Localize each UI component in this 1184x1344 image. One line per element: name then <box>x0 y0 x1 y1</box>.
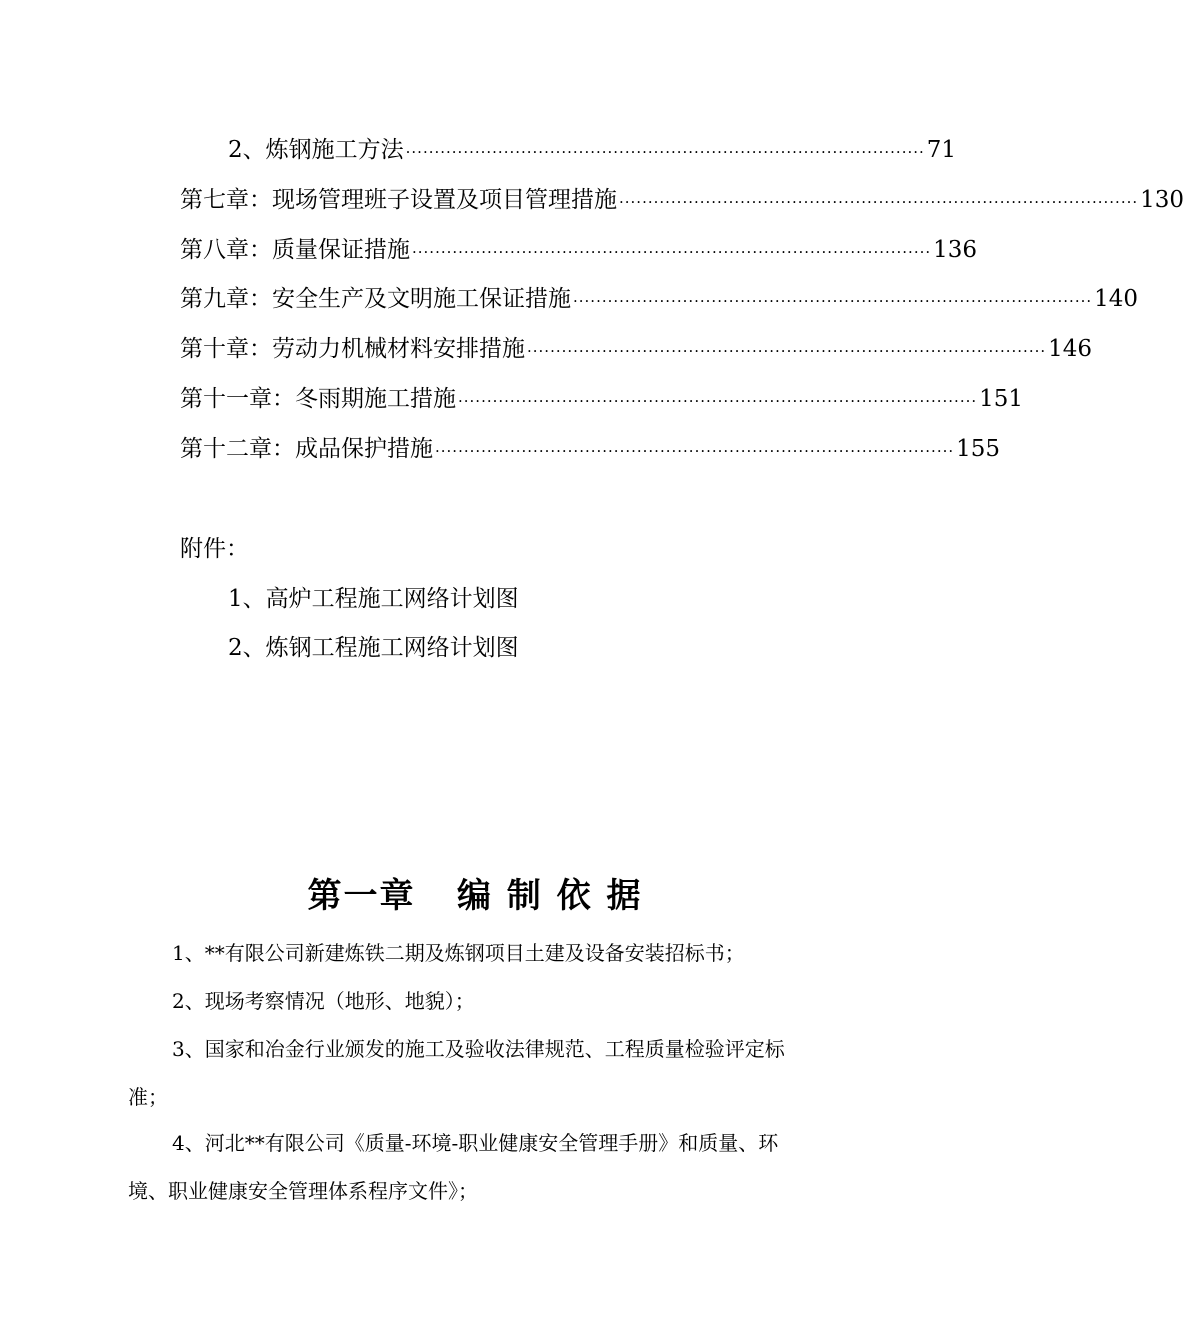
basis-paragraph <box>128 1119 870 1215</box>
paragraph-text: 1、**有限公司新建炼铁二期及炼钢项目土建及设备安装招标书； <box>172 941 745 965</box>
paragraph-text: 2、现场考察情况（地形、地貌）； <box>172 989 475 1013</box>
toc-entry-page: 71 <box>926 137 957 163</box>
toc-leader-dots: ·························································································· <box>527 342 1047 360</box>
toc-entry-title: 第九章：安全生产及文明施工保证措施 <box>180 286 571 312</box>
basis-paragraph <box>128 929 870 977</box>
toc-entry <box>180 382 1024 416</box>
paragraph-text-continued: 境、职业健康安全管理体系程序文件》； <box>128 1179 478 1203</box>
toc-entry-title: 第十章：劳动力机械材料安排措施 <box>180 336 525 362</box>
paragraph-text-continued: 准； <box>128 1085 168 1109</box>
chapter-title: 第一章 编 制 依 据 <box>307 876 643 916</box>
toc-entry-page: 146 <box>1048 336 1093 362</box>
toc-leader-dots: ·························································································· <box>573 292 1093 310</box>
toc-entry <box>180 432 1001 466</box>
paragraph-text: 4、河北**有限公司《质量-环境-职业健康安全管理手册》和质量、环 <box>172 1131 779 1155</box>
toc-entry <box>180 282 1139 316</box>
toc-entry <box>180 332 1093 366</box>
toc-leader-dots: ·························································································· <box>412 243 932 261</box>
toc-entry-page: 155 <box>956 436 1001 462</box>
appendix-item: 2、炼钢工程施工网络计划图 <box>228 635 519 661</box>
appendix-item: 1、高炉工程施工网络计划图 <box>228 586 519 612</box>
toc-entry-page: 130 <box>1140 187 1184 213</box>
toc-entry <box>180 183 1184 217</box>
toc-entry <box>228 133 957 167</box>
toc-entry-title: 2、炼钢施工方法 <box>228 137 404 163</box>
toc-entry-page: 136 <box>933 237 978 263</box>
toc-entry-title: 第十一章：冬雨期施工措施 <box>180 386 456 412</box>
toc-entry <box>180 233 978 267</box>
toc-entry-page: 140 <box>1094 286 1139 312</box>
toc-leader-dots: ·························································································· <box>405 143 925 161</box>
appendix-heading: 附件： <box>180 536 249 562</box>
toc-entry-title: 第八章：质量保证措施 <box>180 237 410 263</box>
basis-paragraph <box>128 1025 870 1121</box>
paragraph-text: 3、国家和冶金行业颁发的施工及验收法律规范、工程质量检验评定标 <box>172 1037 785 1061</box>
toc-entry-page: 151 <box>979 386 1024 412</box>
toc-entry-title: 第十二章：成品保护措施 <box>180 436 433 462</box>
toc-entry-title: 第七章：现场管理班子设置及项目管理措施 <box>180 187 617 213</box>
toc-leader-dots: ·························································································· <box>619 193 1139 211</box>
basis-paragraph <box>128 977 870 1025</box>
toc-leader-dots: ·························································································· <box>435 442 955 460</box>
toc-leader-dots: ·························································································· <box>458 392 978 410</box>
